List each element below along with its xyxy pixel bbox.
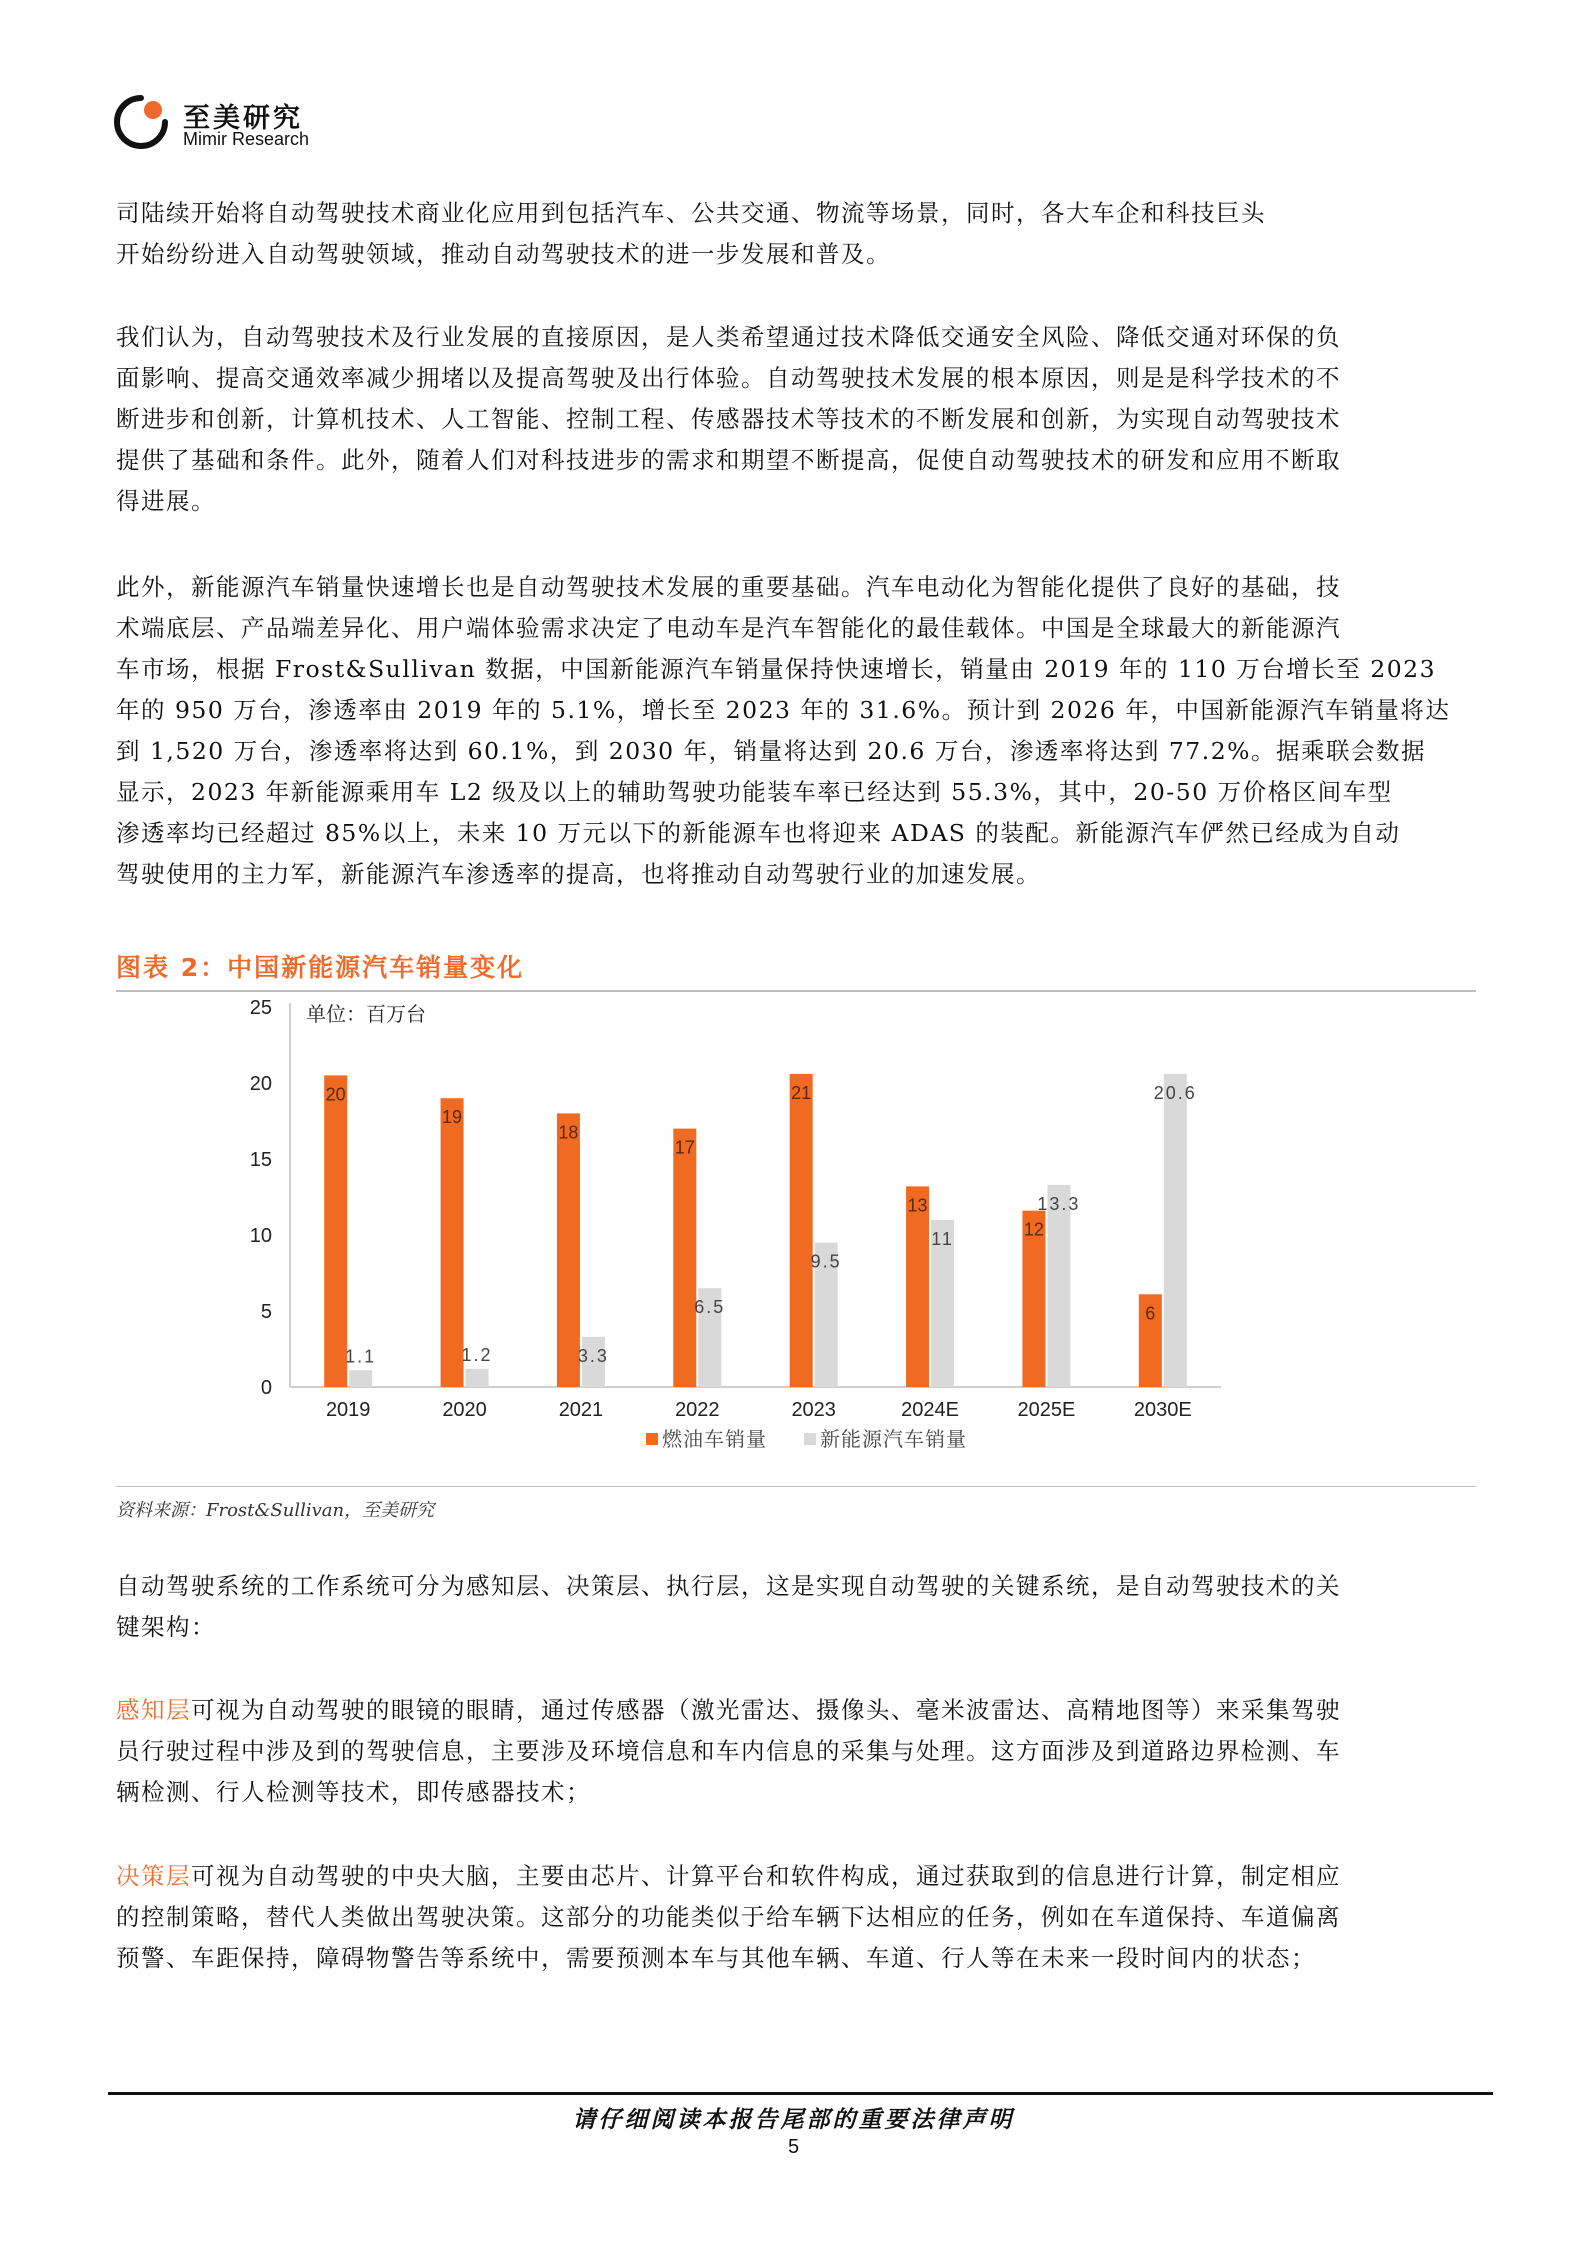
text-line: 键架构：: [116, 1613, 216, 1641]
figure-source: 资料来源：Frost&Sullivan，至美研究: [116, 1500, 435, 1521]
y-tick-label: 0: [260, 1377, 272, 1399]
brand-logo: [113, 92, 413, 152]
text-line: [116, 1856, 1476, 1897]
x-tick-label: 2023: [791, 1399, 836, 1421]
legend-swatch-nev: [804, 1433, 816, 1445]
text-line: [116, 1690, 1476, 1731]
data-label-nev: 1.2: [461, 1344, 493, 1365]
bar-ice-2023: [790, 1074, 813, 1387]
data-label-nev: 13.3: [1037, 1193, 1081, 1214]
x-tick-label: 2024E: [901, 1399, 959, 1421]
term-perception-layer: 感知层: [116, 1696, 191, 1724]
text-line: 驾驶使用的主力军，新能源汽车渗透率的提高，也将推动自动驾驶行业的加速发展。: [116, 860, 1041, 888]
data-label-ice: 19: [442, 1107, 463, 1128]
data-label-nev: 1.1: [345, 1346, 377, 1367]
bar-nev-2030E: [1164, 1074, 1187, 1387]
text-line: 自动驾驶系统的工作系统可分为感知层、决策层、执行层，这是实现自动驾驶的关键系统，是自动驾驶技术的关: [116, 1572, 1341, 1600]
figure-bottom-rule: [116, 1486, 1476, 1487]
bar-ice-2021: [557, 1113, 580, 1387]
bar-nev-2025E: [1047, 1185, 1070, 1387]
figure-title: 图表 2：中国新能源汽车销量变化: [116, 953, 525, 982]
x-tick-label: 2019: [325, 1399, 371, 1421]
bar-nev-2019: [349, 1370, 372, 1387]
data-label-nev: 20.6: [1153, 1082, 1197, 1103]
mimir-logo-icon: [113, 94, 169, 150]
text-line: 车市场，根据 Frost&Sullivan 数据，中国新能源汽车销量保持快速增长，销量由 2019 年的 110 万台增长至 2023: [116, 655, 1437, 683]
text-line: 开始纷纷进入自动驾驶领域，推动自动驾驶技术的进一步发展和普及。: [116, 240, 891, 268]
text-line: 渗透率均已经超过 85%以上，未来 10 万元以下的新能源车也将迎来 ADAS 的装配。新能源汽车俨然已经成为自动: [116, 819, 1401, 847]
data-label-ice: 17: [674, 1137, 695, 1158]
text-line: 此外，新能源汽车销量快速增长也是自动驾驶技术发展的重要基础。汽车电动化为智能化提供了良好的基础，技: [116, 573, 1341, 601]
y-tick-label: 15: [249, 1149, 272, 1171]
legend-label-ice: 燃油车销量: [662, 1429, 767, 1451]
legal-notice: 请仔细阅读本报告尾部的重要法律声明: [572, 2106, 1015, 2133]
y-tick-label: 5: [260, 1301, 272, 1323]
bar-ice-2024E: [906, 1186, 929, 1387]
y-tick-label: 20: [249, 1073, 272, 1095]
text-line: 的控制策略，替代人类做出驾驶决策。这部分的功能类似于给车辆下达相应的任务，例如在车道保持、车道偏离: [116, 1903, 1341, 1931]
bar-ice-2022: [673, 1129, 696, 1387]
brand-name-en: Mimir Research: [183, 129, 310, 149]
x-tick-label: 2030E: [1133, 1399, 1192, 1421]
x-tick-label: 2020: [442, 1399, 487, 1421]
figure-top-rule: [116, 990, 1476, 992]
bar-nev-2020: [466, 1369, 489, 1387]
bar-ice-2020: [441, 1098, 464, 1387]
data-label-ice: 13: [907, 1195, 928, 1216]
sales-bar-chart: [116, 995, 1476, 1480]
page-number: 5: [787, 2136, 800, 2158]
x-tick-label: 2021: [558, 1399, 604, 1421]
text-segment: 可视为自动驾驶的眼镜的眼睛，通过传感器（激光雷达、摄像头、毫米波雷达、高精地图等）来采集驾驶: [191, 1696, 1341, 1724]
text-line: 术端底层、产品端差异化、用户端体验需求决定了电动车是汽车智能化的最佳载体。中国是全球最大的新能源汽: [116, 614, 1341, 642]
paragraph-1: [116, 193, 1476, 275]
data-label-ice: 21: [791, 1082, 812, 1103]
data-label-nev: 9.5: [810, 1251, 842, 1272]
paragraph-6: [116, 1856, 1476, 1979]
x-tick-label: 2025E: [1017, 1399, 1076, 1421]
paragraph-3: [116, 567, 1476, 895]
text-line: 断进步和创新，计算机技术、人工智能、控制工程、传感器技术等技术的不断发展和创新，为实现自动驾驶技术: [116, 405, 1341, 433]
paragraph-5: [116, 1690, 1476, 1813]
text-segment: 可视为自动驾驶的中央大脑，主要由芯片、计算平台和软件构成，通过获取到的信息进行计算，制定相应: [191, 1862, 1341, 1890]
bar-ice-2019: [324, 1075, 347, 1387]
data-label-nev: 3.3: [577, 1345, 609, 1366]
data-label-nev: 11: [931, 1228, 954, 1249]
data-label-ice: 12: [1023, 1219, 1044, 1240]
y-tick-label: 10: [249, 1225, 272, 1247]
legend-label-nev: 新能源汽车销量: [820, 1429, 967, 1451]
term-decision-layer: 决策层: [116, 1862, 191, 1890]
chart-unit-label: 单位：百万台: [306, 1004, 426, 1026]
text-line: 预警、车距保持，障碍物警告等系统中，需要预测本车与其他车辆、车道、行人等在未来一段时间内的状态；: [116, 1944, 1316, 1972]
footer-rule: [108, 2092, 1493, 2095]
data-label-nev: 6.5: [694, 1297, 726, 1318]
paragraph-2: [116, 317, 1476, 522]
data-label-ice: 20: [325, 1084, 346, 1105]
text-line: 显示，2023 年新能源乘用车 L2 级及以上的辅助驾驶功能装车率已经达到 55.3%，其中，20-50 万价格区间车型: [116, 778, 1393, 806]
text-line: 辆检测、行人检测等技术，即传感器技术；: [116, 1778, 591, 1806]
text-line: 面影响、提高交通效率减少拥堵以及提高驾驶及出行体验。自动驾驶技术发展的根本原因，则是是科学技术的不: [116, 364, 1341, 392]
text-line: 得进展。: [116, 487, 216, 515]
text-line: 到 1,520 万台，渗透率将达到 60.1%，到 2030 年，销量将达到 20.6 万台，渗透率将达到 77.2%。据乘联会数据: [116, 737, 1426, 765]
x-tick-label: 2022: [675, 1399, 720, 1421]
text-line: 年的 950 万台，渗透率由 2019 年的 5.1%，增长至 2023 年的 31.6%。预计到 2026 年，中国新能源汽车销量将达: [116, 696, 1451, 724]
legend-swatch-ice: [646, 1433, 658, 1445]
text-line: 司陆续开始将自动驾驶技术商业化应用到包括汽车、公共交通、物流等场景，同时，各大车企和科技巨头: [116, 199, 1266, 227]
brand-name-cn: 至美研究: [183, 103, 303, 134]
data-label-ice: 18: [558, 1122, 579, 1143]
data-label-ice: 6: [1145, 1303, 1156, 1324]
text-line: 我们认为，自动驾驶技术及行业发展的直接原因，是人类希望通过技术降低交通安全风险、降低交通对环保的负: [116, 323, 1341, 351]
text-line: 员行驶过程中涉及到的驾驶信息，主要涉及环境信息和车内信息的采集与处理。这方面涉及到道路边界检测、车: [116, 1737, 1341, 1765]
text-line: 提供了基础和条件。此外，随着人们对科技进步的需求和期望不断提高，促使自动驾驶技术的研发和应用不断取: [116, 446, 1341, 474]
paragraph-4: [116, 1566, 1476, 1648]
y-tick-label: 25: [249, 997, 272, 1019]
